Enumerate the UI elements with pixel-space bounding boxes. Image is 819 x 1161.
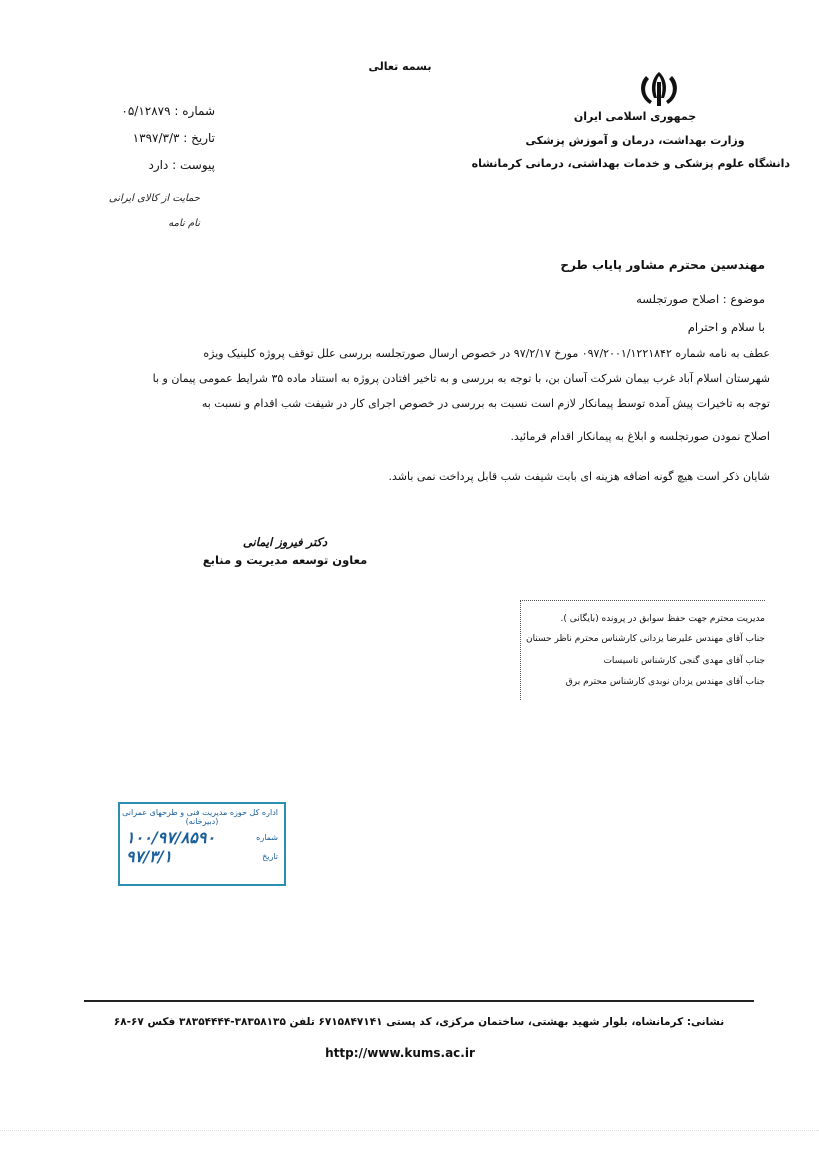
stamp-line-2: (دبیرخانه): [185, 817, 219, 826]
date-label: تاریخ :: [183, 131, 215, 145]
stamp-date-value: ۹۷/۳/۱: [126, 847, 173, 866]
country-name: جمهوری اسلامی ایران: [573, 110, 697, 123]
date-value: ۱۳۹۷/۳/۳: [132, 131, 180, 145]
body-line-3: توجه به تاخیرات پیش آمده توسط پیمانکار لازم است نسبت به بررسی در خصوص اجرای کار در شیفت شب اقدام و نسبت به: [201, 397, 770, 410]
footer-address: نشانی: کرمانشاه، بلوار شهید بهشتی، ساختمان مرکزی، کد پستی ۶۷۱۵۸۴۷۱۴۱ تلفن ۳۸۳۵۸۱۳۵-۳۸۳۵۴۴۴۴ فکس ۶۷-۶۸: [113, 1016, 725, 1028]
stamp-number-value: ۱۰۰/۹۷/۸۵۹۰: [126, 828, 216, 847]
greeting: با سلام و احترام: [687, 320, 765, 334]
cc-left-border: [520, 600, 521, 700]
footer-website: http://www.kums.ac.ir: [325, 1046, 475, 1060]
stamp-number-label: شماره: [256, 833, 278, 842]
iran-emblem-icon: [634, 68, 684, 110]
footer-rule: [84, 1000, 754, 1002]
letter-date: [110, 131, 215, 145]
basmala: بسمه تعالی: [368, 60, 432, 73]
stamp-date-row: [126, 847, 278, 866]
number-value: ۰۵/۱۲۸۷۹: [121, 104, 171, 118]
subject: موضوع : اصلاح صورتجلسه: [636, 292, 765, 306]
cc-line-1: مدیریت محترم جهت حفظ سوابق در پرونده (بایگانی ).: [560, 614, 765, 624]
scan-edge: [0, 1130, 819, 1131]
cc-top-border: [520, 600, 765, 601]
handwritten-note-2: نام نامه: [168, 218, 200, 229]
stamp-date-label: تاریخ: [262, 852, 278, 861]
cc-line-4: جناب آقای مهندس یزدان نوبدی کارشناس محترم برق: [565, 677, 765, 687]
body-line-4: اصلاح نمودن صورتجلسه و ابلاغ به پیمانکار اقدام فرمائید.: [510, 430, 770, 443]
handwritten-note-1: حمایت از کالای ایرانی: [108, 193, 200, 204]
signatory-title: معاون توسعه مدیریت و منابع: [202, 553, 368, 567]
ministry-name: وزارت بهداشت، درمان و آموزش پزشکی: [525, 134, 745, 147]
note: شایان ذکر است هیچ گونه اضافه هزینه ای بابت شیفت شب قابل پرداخت نمی باشد.: [388, 470, 770, 483]
stamp-number-row: [126, 828, 278, 847]
recipient: مهندسین محترم مشاور پایاب طرح: [560, 258, 765, 272]
university-name: دانشگاه علوم پزشکی و خدمات بهداشتی، درمانی کرمانشاه: [471, 157, 790, 170]
stamp-line-1: اداره کل حوزه مدیریت فنی و طرحهای عمرانی: [122, 808, 278, 817]
signatory-name: دکتر فیروز ایمانی: [242, 535, 328, 549]
attachment: پیوست : دارد: [148, 158, 215, 172]
cc-line-2: جناب آقای مهندس علیرضا یزدانی کارشناس محترم ناظر حسنان: [525, 634, 765, 644]
body-line-2: شهرستان اسلام آباد غرب بیمان شرکت آسان بن، با توجه به بررسی و به تاخیر افتادن پروژه به استناد ماده ۳۵ شرایط عمومی پیمان و با: [152, 372, 770, 385]
number-label: شماره :: [174, 104, 215, 118]
body-line-1: عطف به نامه شماره ۰۹۷/۲۰۰۱/۱۲۲۱۸۴۲ مورخ ۹۷/۲/۱۷ در خصوص ارسال صورتجلسه بررسی علل توقف پروژه کلینیک ویژه: [203, 347, 770, 360]
cc-line-3: جناب آقای مهدی گنجی کارشناس تاسیسات: [603, 656, 765, 666]
letter-number: [110, 104, 215, 118]
registration-stamp: [118, 802, 286, 886]
